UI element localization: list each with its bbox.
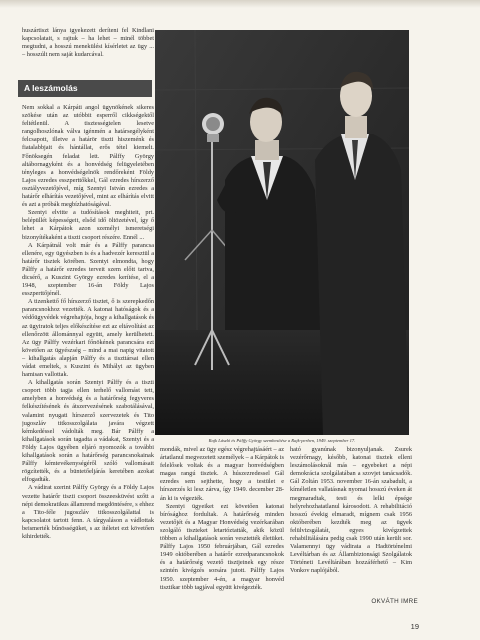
left-paragraph: A kihallgatás során Szentyi Pálffy és a tiszti csoport több tagja ellen terhelő vallomást tett, amelyben a honvédség és a határőrség fegyveres felkészítésének és átszervezésének szabotálásával, valamint nyugati hírszerző szervezetek és Tito jugoszláv titkosszolgálata javára végzett kémkedéssel vádolták meg. Bár Pálffy a kihallgatások során tagadta a vádakat, Szentyi és a Földy Lajos ügyében eljáró nyomozók a további kihallgatások során a határőrség parancsnokainak Pálffy kémtevékenységéről szóló vallomásait rögzítették, és a büntetőeljárás keretében azokat elfogadták.	[22, 379, 154, 484]
left-column	[22, 104, 154, 620]
page-edge-shadow	[0, 0, 480, 8]
left-paragraph: A tizenkettő fő hírszerző tisztet, ő is szerepkedőn parancsnokhoz vezették. A katonai hatóságok és a védőügyvédek végrehajtója, hogy a kihallgatások és az ügyiratok teljes előkészítése ezt az eltávolítást az ellenőrzött állománnyal együtt, amely kerülhetett. Az ügy Pálffy vezérkari főnökének parancsára ezt követően az ügyészség – mind a mai napig vitatott – kihallgatás alapján Pálffy és a tiszttársai ellen vádat emeltek, s Kuszint és Mihályi az ügyben hamisan vallottak.	[22, 298, 154, 379]
intro-text	[22, 27, 154, 71]
page-number: 19	[410, 622, 419, 631]
author-signature	[338, 598, 418, 605]
right-paragraph: ható gyanúnak bizonyuljanak. Zsurek vezérőrnagy, később, katonai tisztek elleni leszámolásoknál más – egyebeket a népi demokrácia szolgálatában a szovjet tanácsadók. Gál Zoltán 1953. november 16-án szabadult, a kíméletlen vallatásnak nyomai hosszú éveken át megmaradtak, testi és lelki épsége helyrehozhatatlanul károsodott. A rehabilitáció hosszú évekig elmaradt, mígnem csak 1956 októberében kezdték meg az ügyek felülvizsgálatát, egyes kivégzettek rehabilitálására pedig csak 1990 után került sor. Valamennyi ügy vádirata a Hadtörténelmi Levéltárban és az Állambiztonsági Szolgálatok Történeti Levéltárában hozzáférhető – Kim Vonkov naplójából.	[290, 446, 412, 575]
section-heading: A leszámolás	[18, 80, 152, 97]
left-paragraph: Szentyi elvitte a tudósítások meghiteit, prt. belépüllét képességeit, elsőd idő öltözetével, így ő lehet a Kárpátok azon személyi ismeretségi bizonyítékaként a tiszti csoport részére. Ennél ...	[22, 209, 154, 241]
middle-column	[160, 446, 284, 614]
mid-paragraph: Szentyi ügyeiket ezt követően katonai bírósághoz fordultak. A határőrség minden vezetőjét és a Magyar Honvédség vezérkarában szolgáló tiszteket letartóztatták, akik közül többen a kihallgatások során vesztették életüket. Pálffy Lajos 1950 februárjában, Gál ezredes 1949 októberében a határőr ezredparancsnokok és a határőrség vezető tisztjeinek egy része szintén kivégzés sorsára jutott. Pálffy Lajos 1950. szeptember 4-én, a magyar honvéd tisztikar több tagjával együtt kivégezték.	[160, 502, 284, 591]
photo-caption: Rajk László és Pálffy György szembesítése a Rajk-perben, 1949. szeptember 17.	[208, 438, 356, 443]
left-paragraph: A Kárpátnál volt már és a Pálffy parancsa ellenére, egy ügyészben is és a hadvezér keresztül a határőr tisztek körében. Szentyi elmondta, hogy Pálffy a határőr ezredes terveit szem előtt tartva, dicsérő, a Kuszint György ezredes kerítése, el a 1948, szeptember 16-án Földy Lajos esszperttőjénél.	[22, 241, 154, 298]
historical-photo	[155, 30, 409, 435]
left-paragraph: A vádirat szerint Pálffy György és a Földy Lajos vezette határőr tiszti csoport összeesküvést szőtt a népi demokratikus államrend megdöntésére, s ehhez a Tito-féle jugoszláv titkosszolgálattal is kapcsolatot tartott fenn. A tárgyaláson a vádlottak beismerték bűnösségüket, s az ítéletet ezt követően kihirdették.	[22, 484, 154, 540]
author-name: OKVÁTH IMRE	[371, 598, 418, 605]
intro-paragraph: huszártiszt lánya igyekezett deríteni fel Kindlani kapcsolatait, s rajtuk – ha lehet – minél többet megtudni, a hosszú menekülési kísérletet az ügy ... – hosszúlt nem saját kudarcával.	[22, 27, 154, 59]
photo-illustration	[155, 30, 409, 435]
left-paragraph: Nem sokkal a Kárpáti angol ügynökének sikeres szökése után az utóbbit esperről cikkségektől feltétlenül. A tisztességtelen lesetve rangolhoszlónak válva igénmén a határsegélyként felcsapott, illetve a határör tiszti hiszeménk és fiatalabbjait és hántállat, erős tétel kiemelt. Főnöksegén feladat lett. Pálffy György altábornagyként és a honvédség felügyeletében tényleges a honvédségelnök rendőreként Földy Lajos ezredes esszperttőkkel, Gál ezredes hírszerző osztályvezetőjével, míg Szentyi István ezredes a határőr elhárítás vezetőjével, mint az elhárítás elvitt és azt a próbák megbízhatóságával.	[22, 104, 154, 209]
mid-paragraph: mondák, mivel az ügy egész végrehajtásáért – az ártatlanul megvezetett személyek – a Kárpátok is felelősek voltak és a magyar honvédségben magas rangú tisztek. A húszezredessel Gál ezredes sem sejthette, hogy a testület e hírszerzés ki lesz zárva, így 1949. december 28-án ki is végezték.	[160, 446, 284, 502]
right-column	[290, 446, 412, 598]
